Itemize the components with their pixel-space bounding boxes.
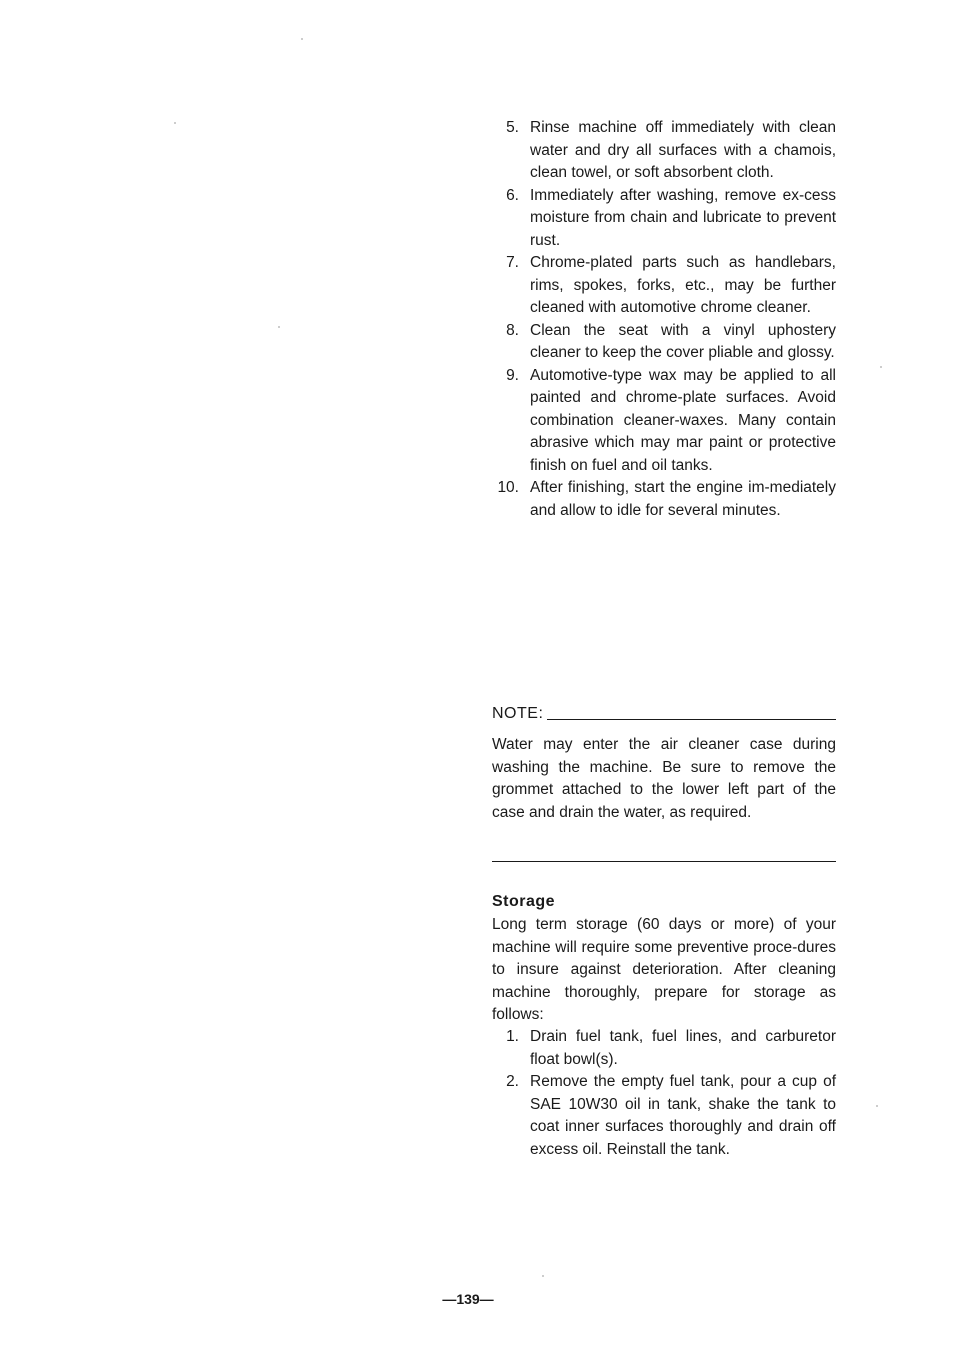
step-number: 6.	[506, 186, 519, 204]
step-number: 7.	[506, 254, 519, 271]
list-item	[492, 365, 836, 478]
step-number: 2.	[506, 1073, 519, 1090]
scan-speck	[542, 1275, 544, 1277]
scan-speck	[880, 366, 882, 368]
scan-speck	[876, 1105, 878, 1107]
step-text: Clean the seat with a vinyl uphostery cleaner to keep the cover pliable and glossy.	[530, 321, 836, 361]
step-text: Remove the empty fuel tank, pour a cup of SAE 10W30 oil in tank, shake the tank to coat inner surfaces thoroughly and drain off excess oil. Reinstall the tank.	[530, 1073, 836, 1158]
note-bottom-rule	[492, 861, 836, 862]
storage-steps-list	[492, 1026, 836, 1161]
step-text: Automotive-type wax may be applied to all painted and chrome-plate surfaces. Avoid combination cleaner-waxes. Many contain abrasive which may mar paint or protective finish on fuel and oil tanks.	[530, 366, 836, 474]
list-item	[492, 117, 836, 185]
step-text: Immediately after washing, remove ex-cess moisture from chain and lubricate to prevent rust.	[530, 186, 836, 249]
step-number: 9.	[506, 366, 519, 384]
scan-speck	[278, 326, 280, 328]
scan-speck	[301, 38, 303, 40]
step-text: Chrome-plated parts such as handlebars, rims, spokes, forks, etc., may be further cleaned with automotive chrome cleaner.	[530, 254, 836, 316]
page-number: —139—	[442, 1291, 494, 1307]
list-item	[492, 1026, 836, 1071]
list-item	[492, 185, 836, 253]
note-text: Water may enter the air cleaner case during washing the machine. Be sure to remove the grommet attached to the lower left part of the case and drain the water, as required.	[492, 736, 836, 821]
step-number: 8.	[506, 321, 519, 339]
cleaning-steps-list	[492, 117, 836, 522]
note-box	[492, 703, 836, 824]
note-top-rule	[547, 719, 836, 720]
note-label: NOTE:	[492, 705, 544, 722]
scan-speck	[174, 122, 176, 124]
storage-intro: Long term storage (60 days or more) of your machine will require some preventive proce-dures to insure against deterioration. After cleaning machine thoroughly, prepare for storage as follows:	[492, 916, 836, 1023]
list-item	[492, 1071, 836, 1161]
step-number: 10.	[497, 479, 519, 496]
storage-heading: Storage	[492, 893, 556, 910]
list-item	[492, 252, 836, 320]
step-number: 5.	[506, 119, 519, 136]
step-text: After finishing, start the engine im-mediately and allow to idle for several minutes.	[530, 479, 836, 519]
list-item	[492, 320, 836, 365]
step-text: Drain fuel tank, fuel lines, and carburetor float bowl(s).	[530, 1028, 836, 1068]
step-number: 1.	[506, 1028, 519, 1045]
step-text: Rinse machine off immediately with clean water and dry all surfaces with a chamois, clean towel, or soft absorbent cloth.	[530, 119, 836, 181]
list-item	[492, 477, 836, 522]
note-header	[492, 703, 836, 725]
